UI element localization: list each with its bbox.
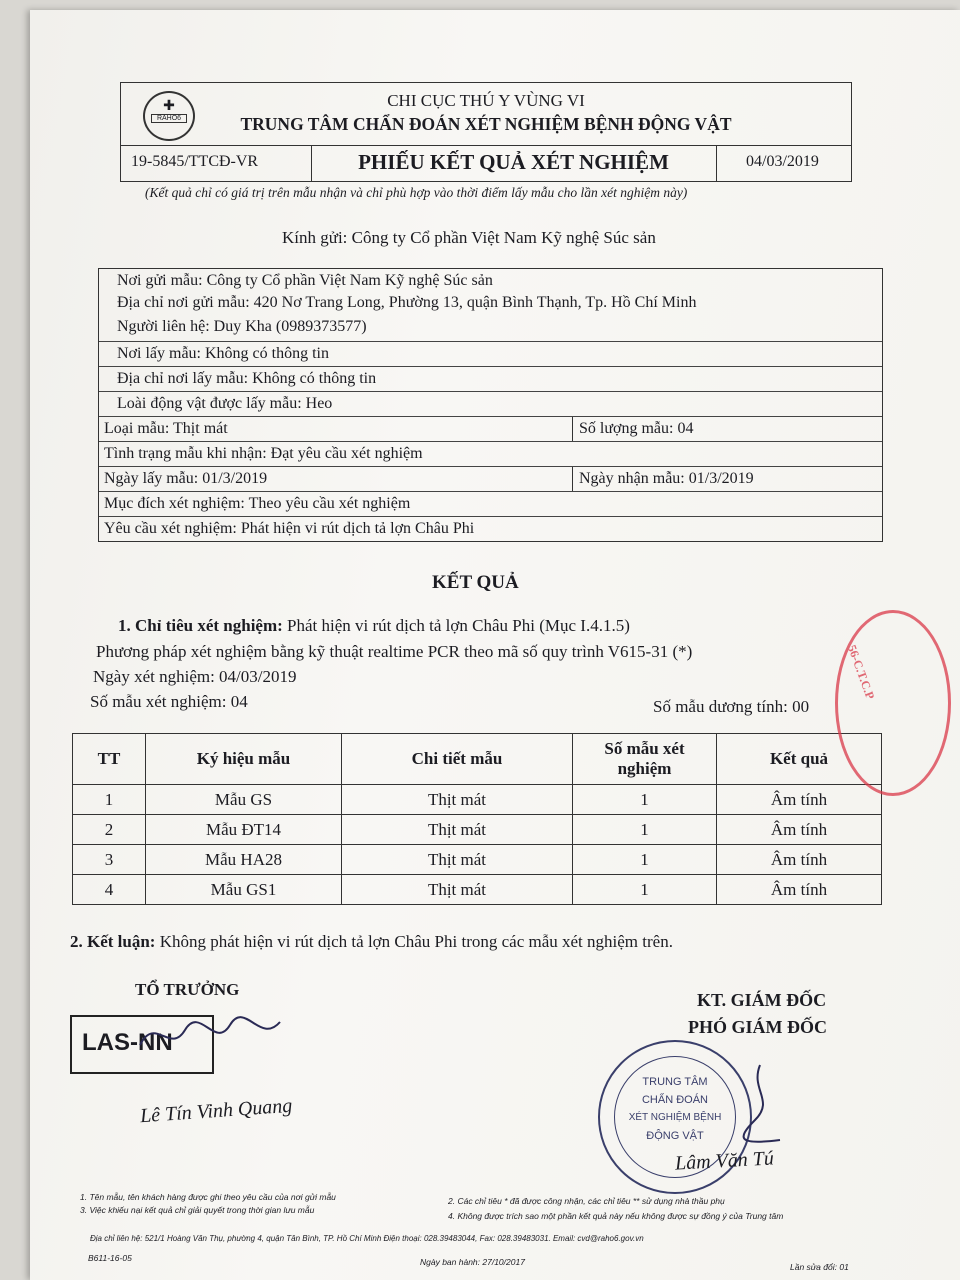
test-purpose: Mục đích xét nghiệm: Theo yêu cầu xét nghiệm [104, 495, 411, 512]
sample-condition: Tình trạng mẫu khi nhận: Đạt yêu cầu xét nghiệm [104, 445, 423, 462]
result: Âm tính [717, 845, 882, 875]
header-sample-code: Ký hiệu mẫu [146, 734, 342, 785]
test-count: 1 [573, 785, 717, 815]
right-signature [720, 1060, 800, 1150]
results-heading: KẾT QUẢ [432, 572, 519, 593]
left-signature [135, 1010, 285, 1060]
result: Âm tính [717, 785, 882, 815]
received-date: Ngày nhận mẫu: 01/3/2019 [579, 470, 754, 487]
indicator-label: 1. Chỉ tiêu xét nghiệm: [118, 616, 283, 635]
red-stamp-text: 56-C.T.C.P [844, 643, 878, 702]
footnote-4: 4. Không được trích sao một phần kết quả này nếu không được sự đồng ý của Trung tâm [448, 1211, 784, 1221]
left-signer-title: TỔ TRƯỞNG [135, 980, 240, 999]
revision: Lần sửa đổi: 01 [790, 1262, 849, 1272]
sampling-address: Địa chỉ nơi lấy mẫu: Không có thông tin [117, 370, 377, 387]
sampling-date: Ngày lấy mẫu: 01/3/2019 [104, 470, 268, 487]
indicator-value: Phát hiện vi rút dịch tả lợn Châu Phi (Mục I.4.1.5) [287, 616, 630, 635]
sample-detail: Thịt mát [342, 845, 573, 875]
header-sample-detail: Chi tiết mẫu [342, 734, 573, 785]
test-count: 1 [573, 815, 717, 845]
sample-code: Mẫu GS1 [146, 875, 342, 905]
seal-line-1: TRUNG TÂM [642, 1076, 708, 1088]
center-name: TRUNG TÂM CHẨN ĐOÁN XÉT NGHIỆM BỆNH ĐỘNG VẬT [240, 114, 732, 134]
contact-address: Địa chỉ liên hệ: 521/1 Hoàng Văn Thụ, phường 4, quận Tân Bình, TP. Hồ Chí Minh Điện thoại: 028.39483044, Fax: 028.39483031. Email: cvd@raho6.gov.vn [90, 1234, 644, 1243]
sample-code: Mẫu ĐT14 [146, 815, 342, 845]
header-agency-block [121, 83, 851, 146]
document-title: PHIẾU KẾT QUẢ XÉT NGHIỆM [358, 150, 669, 174]
sender-address: Địa chỉ nơi gửi mẫu: 420 Nơ Trang Long, Phường 13, quận Bình Thạnh, Tp. Hồ Chí Minh [117, 294, 697, 311]
row-index: 3 [73, 845, 146, 875]
results-table [72, 733, 882, 905]
header-result: Kết quả [717, 734, 882, 785]
sample-code: Mẫu GS [146, 785, 342, 815]
form-code: B611-16-05 [88, 1253, 132, 1263]
sampling-place: Nơi lấy mẫu: Không có thông tin [117, 345, 329, 362]
seal-line-3: XÉT NGHIỆM BỆNH [628, 1112, 722, 1123]
test-method: Phương pháp xét nghiệm bằng kỹ thuật realtime PCR theo mã số quy trình V615-31 (*) [96, 642, 693, 661]
test-count: 1 [573, 845, 717, 875]
recipient: Kính gửi: Công ty Cổ phần Việt Nam Kỹ nghệ Súc sản [282, 228, 656, 247]
animal-species: Loài động vật được lấy mẫu: Heo [117, 395, 333, 412]
right-signer-title-1: KT. GIÁM ĐỐC [697, 990, 827, 1010]
sender: Nơi gửi mẫu: Công ty Cổ phần Việt Nam Kỹ nghệ Súc sản [117, 272, 493, 289]
indicator-line [118, 616, 630, 636]
conclusion-line [70, 932, 673, 952]
header-tt: TT [73, 734, 146, 785]
footnote-1: 1. Tên mẫu, tên khách hàng được ghi theo yêu cầu của nơi gửi mẫu [80, 1192, 336, 1202]
table-row [73, 785, 882, 815]
sample-info-table [98, 268, 883, 542]
sample-count: Số lượng mẫu: 04 [579, 420, 694, 437]
row-index: 4 [73, 875, 146, 905]
row-index: 1 [73, 785, 146, 815]
issue-date: Ngày ban hành: 27/10/2017 [420, 1257, 525, 1267]
seal-line-2: CHẨN ĐOÁN [641, 1094, 708, 1106]
sample-detail: Thịt mát [342, 815, 573, 845]
logo-text: RAHO6 [151, 114, 187, 123]
sample-detail: Thịt mát [342, 785, 573, 815]
document-number: 19-5845/TTCĐ-VR [131, 153, 259, 170]
test-date: Ngày xét nghiệm: 04/03/2019 [93, 667, 297, 686]
sample-code: Mẫu HA28 [146, 845, 342, 875]
seal-line-4: ĐỘNG VẬT [646, 1130, 704, 1142]
right-signer-name: Lâm Văn Tú [674, 1147, 775, 1175]
test-count: 1 [573, 875, 717, 905]
agency-name: CHI CỤC THÚ Y VÙNG VI [387, 91, 585, 110]
table-row [73, 875, 882, 905]
las-stamp-text: LAS-NN [82, 1029, 173, 1056]
left-signer-name: Lê Tín Vinh Quang [139, 1094, 293, 1128]
result: Âm tính [717, 815, 882, 845]
document-date: 04/03/2019 [746, 153, 819, 170]
document-header [120, 82, 852, 182]
test-request: Yêu cầu xét nghiệm: Phát hiện vi rút dịch tả lợn Châu Phi [104, 520, 475, 537]
header-test-count: Số mẫu xét nghiệm [573, 734, 717, 785]
conclusion-text: Không phát hiện vi rút dịch tả lợn Châu Phi trong các mẫu xét nghiệm trên. [159, 932, 673, 951]
agency-logo: ✚ RAHO6 [143, 91, 195, 141]
disclaimer: (Kết quả chỉ có giá trị trên mẫu nhận và chỉ phù hợp vào thời điểm lấy mẫu cho lần xét nghiệm này) [145, 185, 688, 200]
row-index: 2 [73, 815, 146, 845]
contact: Người liên hệ: Duy Kha (0989373577) [117, 318, 367, 335]
conclusion-label: 2. Kết luận: [70, 932, 156, 951]
table-row [73, 815, 882, 845]
table-header-row [73, 734, 882, 785]
footnote-3: 3. Việc khiếu nại kết quả chỉ giải quyết trong thời gian lưu mẫu [80, 1205, 315, 1215]
right-signer-title-2: PHÓ GIÁM ĐỐC [688, 1017, 827, 1037]
positive-count: Số mẫu dương tính: 00 [653, 697, 810, 716]
tested-count: Số mẫu xét nghiệm: 04 [90, 692, 248, 711]
red-stamp [835, 610, 951, 796]
header-title-row [121, 145, 851, 181]
footnote-2: 2. Các chỉ tiêu * đã được công nhận, các chỉ tiêu ** sử dụng nhà thầu phụ [448, 1196, 725, 1206]
sample-detail: Thịt mát [342, 875, 573, 905]
sample-type: Loại mẫu: Thịt mát [104, 420, 228, 437]
table-row [73, 845, 882, 875]
result: Âm tính [717, 875, 882, 905]
